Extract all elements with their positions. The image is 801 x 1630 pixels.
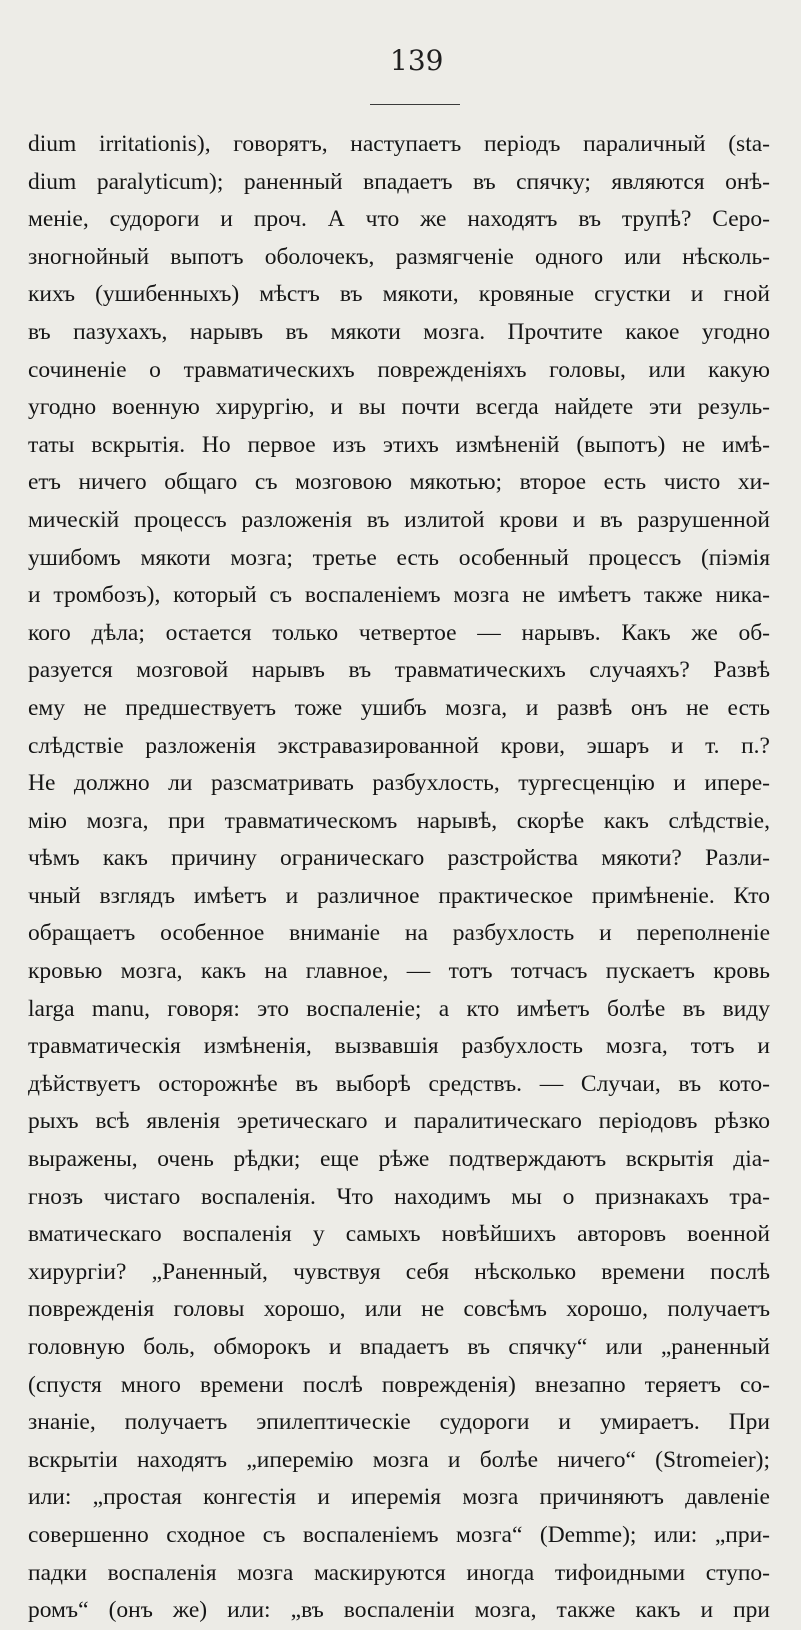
text-line: вскрытіи находятъ „иперемію мозга и болѣе ничего“ (Stromeier); xyxy=(28,1446,770,1473)
text-line: (спустя много времени послѣ поврежденія) внезапно теряетъ со- xyxy=(28,1371,770,1398)
text-line: слѣдствіе разложенія экстравазированной крови, эшаръ и т. п.? xyxy=(28,732,770,759)
text-line: головную боль, обморокъ и впадаетъ въ спячку“ или „раненный xyxy=(28,1334,770,1360)
text-line: larga manu, говоря: это воспаленіе; а кто имѣетъ болѣе въ виду xyxy=(28,995,770,1022)
text-line: мическій процессъ разложенія въ излитой крови и въ разрушенной xyxy=(28,506,770,533)
text-line: дѣйствуетъ осторожнѣе въ выборѣ средствъ. — Случаи, въ кото- xyxy=(28,1070,770,1097)
text-line: меніе, судороги и проч. А что же находятъ въ трупѣ? Серо- xyxy=(28,206,770,233)
body-text xyxy=(28,126,770,1630)
text-line: чѣмъ какъ причину ограническаго разстройства мякоти? Разли- xyxy=(28,845,770,872)
text-line: Не должно ли разсматривать разбухлость, тургесценцію и ипере- xyxy=(28,770,770,797)
text-line: кого дѣла; остается только четвертое — нарывъ. Какъ же об- xyxy=(28,619,770,646)
text-line: dium paralyticum); раненный впадаетъ въ спячку; являются онѣ- xyxy=(28,168,770,195)
page-number: 139 xyxy=(390,44,444,77)
text-line: въ пазухахъ, нарывъ въ мякоти мозга. Прочтите какое угодно xyxy=(28,318,770,345)
text-line: поврежденія головы хорошо, или не совсѣмъ хорошо, получаетъ xyxy=(28,1296,770,1323)
text-line: угодно военную хирургію, и вы почти всегда найдете эти резуль- xyxy=(28,394,770,421)
text-line: ушибомъ мякоти мозга; третье есть особенный процессъ (піэмія xyxy=(28,544,770,571)
text-line: ему не предшествуетъ тоже ушибъ мозга, и развѣ онъ не есть xyxy=(28,694,770,721)
text-line: совершенно сходное съ воспаленіемъ мозга“ (Demme); или: „при- xyxy=(28,1521,770,1548)
text-line: вматическаго воспаленія у самыхъ новѣйшихъ авторовъ военной xyxy=(28,1221,770,1248)
text-line: зногнойный выпотъ оболочекъ, размягченіе одного или нѣсколь- xyxy=(28,243,770,270)
text-line: кровью мозга, какъ на главное, — тотъ тотчасъ пускаетъ кровь xyxy=(28,958,770,985)
text-line: чный взглядъ имѣетъ и различное практическое примѣненіе. Кто xyxy=(28,882,770,909)
text-line: и тромбозъ), который съ воспаленіемъ мозга не имѣетъ также ника- xyxy=(28,582,770,609)
text-line: сочиненіе о травматическихъ поврежденіяхъ головы, или какую xyxy=(28,356,770,383)
text-line: кихъ (ушибенныхъ) мѣстъ въ мякоти, кровяные сгустки и гной xyxy=(28,281,770,308)
header-rule xyxy=(370,104,460,105)
text-line: етъ ничего общаго съ мозговою мякотью; второе есть чисто хи- xyxy=(28,469,770,496)
text-line: таты вскрытія. Но первое изъ этихъ измѣненій (выпотъ) не имѣ- xyxy=(28,431,770,458)
text-line: травматическія измѣненія, вызвавшія разбухлость мозга, тотъ и xyxy=(28,1033,770,1060)
text-line: ромъ“ (онъ же) или: „въ воспаленіи мозга, также какъ и при xyxy=(28,1597,770,1624)
text-line: рыхъ всѣ явленія эретическаго и паралитическаго періодовъ рѣзко xyxy=(28,1108,770,1135)
text-line: dium irritationis), говорятъ, наступаетъ періодъ параличный (sta- xyxy=(28,131,770,157)
text-line: мію мозга, при травматическомъ нарывѣ, скорѣе какъ слѣдствіе, xyxy=(28,807,770,834)
text-line: или: „простая конгестія и иперемія мозга причиняютъ давленіе xyxy=(28,1484,770,1511)
text-line: разуется мозговой нарывъ въ травматическихъ случаяхъ? Развѣ xyxy=(28,657,770,684)
text-line: знаніе, получаетъ эпилептическіе судороги и умираетъ. При xyxy=(28,1409,770,1436)
text-line: падки воспаленія мозга маскируются иногда тифоидными ступо- xyxy=(28,1559,770,1586)
text-line: гнозъ чистаго воспаленія. Что находимъ мы о признакахъ тра- xyxy=(28,1183,770,1210)
text-line: хирургіи? „Раненный, чувствуя себя нѣсколько времени послѣ xyxy=(28,1258,770,1285)
text-line: обращаетъ особенное вниманіе на разбухлость и переполненіе xyxy=(28,920,770,947)
text-line: выражены, очень рѣдки; еще рѣже подтверждаютъ вскрытія діа- xyxy=(28,1146,770,1173)
